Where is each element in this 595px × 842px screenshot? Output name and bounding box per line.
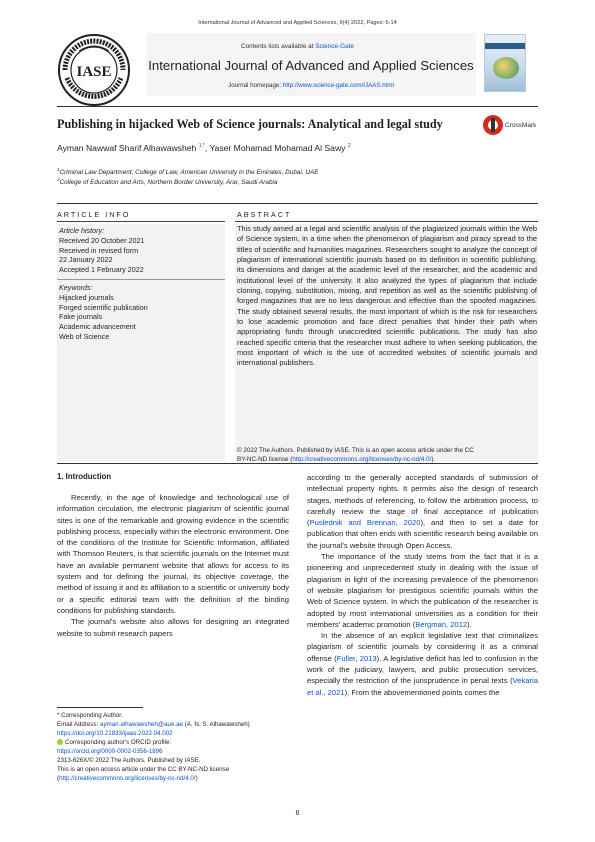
article-history — [59, 226, 145, 275]
copyright-line-1: © 2022 The Authors. Published by IASE. This is an open access article under the CC — [237, 447, 474, 454]
history-item: Received 20 October 2021 — [59, 235, 145, 245]
paragraph-text: ), and then to set a date for publication that often ends with scientific research being available on the journal's website through Open Access. — [307, 518, 539, 550]
homepage-link[interactable]: http://www.science-gate.com/IJAAS.html — [282, 82, 394, 89]
affiliation-1-num: 1 — [57, 167, 60, 172]
article-title: Publishing in hijacked Web of Science journals: Analytical and legal study — [57, 117, 443, 131]
right-column — [307, 472, 538, 698]
orcid-label: Corresponding author's ORCID profile: — [65, 739, 172, 746]
email-link[interactable]: ayman.alhawawsheh@aue.ae — [100, 721, 183, 728]
keyword-item: Web of Science — [59, 331, 110, 341]
keyword-item: Fake journals — [59, 312, 103, 322]
abstract-copyright — [237, 446, 537, 464]
homepage-line — [146, 82, 476, 89]
cover-art — [493, 57, 519, 79]
orcid-line — [57, 738, 289, 747]
email-line — [57, 720, 289, 729]
author-2: Yaser Mohamad Mohamad Al Sawy — [209, 143, 346, 153]
affiliation-1 — [57, 167, 319, 176]
journal-title: International Journal of Advanced and Applied Sciences — [148, 58, 474, 73]
homepage-prefix: Journal homepage: — [228, 82, 283, 89]
citation-link[interactable]: Bergman, 2012 — [415, 619, 468, 629]
history-label: Article history: — [59, 226, 105, 235]
paragraph-text: ). From the abovementioned points comes the — [344, 687, 500, 697]
author-1-sup: 1,* — [198, 143, 205, 150]
paragraph-text: ). — [467, 619, 472, 629]
header-rule — [57, 203, 538, 204]
license-prefix: ( — [57, 775, 60, 782]
author-line: Ayman Nawwaf Sharif Alhawawsheh $^{1,*}$, Yaser Mohamad Mohamad Al Sawy $^2$ — [57, 143, 351, 153]
history-item: Received in revised form — [59, 245, 139, 255]
copyright-suffix: ). — [431, 456, 436, 464]
orcid-link[interactable]: https://orcid.org/0000-0002-0356-1896 — [57, 748, 163, 755]
footnote-license-link[interactable]: http://creativecommons.org/licenses/by-nc-nd/4.0/ — [59, 775, 196, 782]
keywords-label: Keywords: — [59, 283, 93, 292]
corresponding-author-note: * Corresponding Author. — [57, 712, 123, 719]
citation-link[interactable]: Fuller, 2013 — [336, 653, 377, 663]
intro-paragraph: The journal's website also allows for designing an integrated website to submit research papers — [57, 617, 289, 638]
abstract-heading: ABSTRACT — [237, 210, 292, 219]
history-item: Accepted 1 February 2022 — [59, 265, 144, 275]
abstract-rule — [235, 221, 538, 222]
author-1: Ayman Nawwaf Sharif Alhawawsheh — [57, 143, 197, 153]
email-label: Email Address: — [57, 721, 100, 728]
intro-paragraph: Recently, in the age of knowledge and technological use of information circulation, the electronic plagiarism of scientific journal sites is one of the remarkable and growing evidence in the scientific publishing process, especially within the electronic environment. One of the conditions of the Institute for Scientific Information, affiliated with Thomson Reuters, is that scientific journals on the Internet must have an available permanent website that allows for access to its system and for defining the journal, its objective coverage, the method of issuing it and its affiliation to a scientific or university body or a specific editorial team with the definition of the binding conditions for publishing standards. — [57, 493, 289, 615]
doi-link[interactable]: https://doi.org/10.21833/ijaas.2022.04.002 — [57, 730, 173, 737]
license-suffix: ) — [195, 775, 198, 782]
affiliation-2-text: College of Education and Arts, Northern Border University, Arar, Saudi Arabia — [59, 179, 278, 187]
svg-text:IASE: IASE — [76, 64, 112, 80]
keywords — [59, 283, 148, 342]
contents-prefix: Contents lists available at — [241, 43, 316, 50]
affiliation-2 — [57, 177, 278, 186]
author-2-sup: 2 — [347, 143, 351, 150]
paragraph-text: In the absence of an explicit legislative text that criminalizes plagiarism of scientific journals by considering it as a criminal offense ( — [307, 631, 538, 663]
article-info-heading: ARTICLE INFO — [57, 210, 131, 219]
page-number: 6 — [295, 808, 300, 817]
orcid-icon — [57, 739, 63, 745]
keywords-rule — [57, 279, 225, 280]
footnotes — [57, 711, 289, 783]
abstract-bottom-rule — [57, 463, 538, 464]
citation-link[interactable]: Vekaria et al., 2021 — [307, 676, 538, 697]
copyright-prefix: BY-NC-ND license ( — [237, 456, 293, 464]
intro-paragraph — [307, 551, 538, 630]
affiliation-1-text: Criminal Law Department, College of Law, American University in the Emirates, Dubai, UAE — [59, 169, 319, 177]
left-column — [57, 492, 289, 639]
crossmark-label: CrossMark — [505, 122, 537, 129]
history-item: 22 January 2022 — [59, 255, 113, 265]
keyword-item: Forged scientific publication — [59, 302, 148, 312]
paragraph-text: according to the generally accepted standards of submission of intellectual property rights. It permits also the design of research stages, methods of referencing, to follow the arbitration process, to carefully review the stage of final acceptance of publication ( — [307, 473, 538, 528]
keyword-item: Hijacked journals — [59, 292, 114, 302]
citation-link[interactable]: Puslednik and Brennan, 2020 — [309, 518, 421, 528]
paragraph-text: The importance of the study stems from the fact that it is a pioneering and unprecedented study in dealing with the issue of plagiarism in light of the increasing prevalence of the phenomenon of website plagiarism for prestigious scientific journals within the Web of Science system. In which the publication of the researcher is adopted by most international universities as a condition for their members' academic promotion ( — [307, 552, 538, 629]
license-link[interactable]: http://creativecommons.org/licenses/by-nc-nd/4.0/ — [292, 456, 432, 464]
article-info-rule — [57, 221, 225, 222]
paragraph-text: ). A legislative deficit has led to confusion in the work of the judiciary, lawyers, and public prosecution services, especially the restriction of the jurisprudence in penal texts ( — [307, 653, 538, 686]
section-heading-introduction: 1. Introduction — [57, 472, 112, 481]
email-suffix: (A. N. S. Alhawawsheh) — [183, 721, 250, 728]
cover-band — [485, 43, 525, 49]
journal-cover-image — [484, 34, 526, 92]
keyword-item: Academic advancement — [59, 322, 136, 332]
intro-paragraph — [307, 630, 538, 698]
science-gate-link[interactable]: Science-Gate — [315, 43, 354, 50]
issn-line: 2313-626X/© 2022 The Authors. Published by IASE. — [57, 757, 201, 764]
license-line: This is an open access article under the CC BY-NC-ND license — [57, 766, 230, 773]
crossmark-badge[interactable] — [482, 114, 538, 136]
abstract-text: This study aimed at a legal and scientific analysis of the plagiarized journals within the Web of Science system, in a time when the phenomenon of plagiarism and piracy spread to the titles of scientific and humanities magazines. Researchers sought to analyze the concept of plagiarism of international scientific journals based on its definition in scientific publishing, its dimensions and danger at the academic level of the researcher, and the academic and institutional level of the university. It also analyzed the types of plagiarism that include cloning, copying, substitution, mixing, and repetition as well as the scientific publishing of forged magazines that are no less dangerous and effective than the spoofed magazines. The study obtained several results, the most important of which is the risk for researchers to lose academic promotion and face direct penalties that hinder their path when appropriating funds through unaccredited scientific publications. The study has also reached specific criteria that the researcher must adhere to when seeking publication, the most important of which is the use of accredited websites of scientific journals and international publishers. — [237, 224, 537, 368]
footnote-rule — [57, 707, 143, 708]
masthead-rule — [57, 106, 538, 107]
license-link-line — [57, 774, 289, 783]
intro-paragraph — [307, 472, 538, 551]
affiliation-2-num: 2 — [57, 177, 60, 182]
running-header: International Journal of Advanced and Applied Sciences, 9(4) 2022, Pages: 6-14 — [198, 20, 397, 26]
